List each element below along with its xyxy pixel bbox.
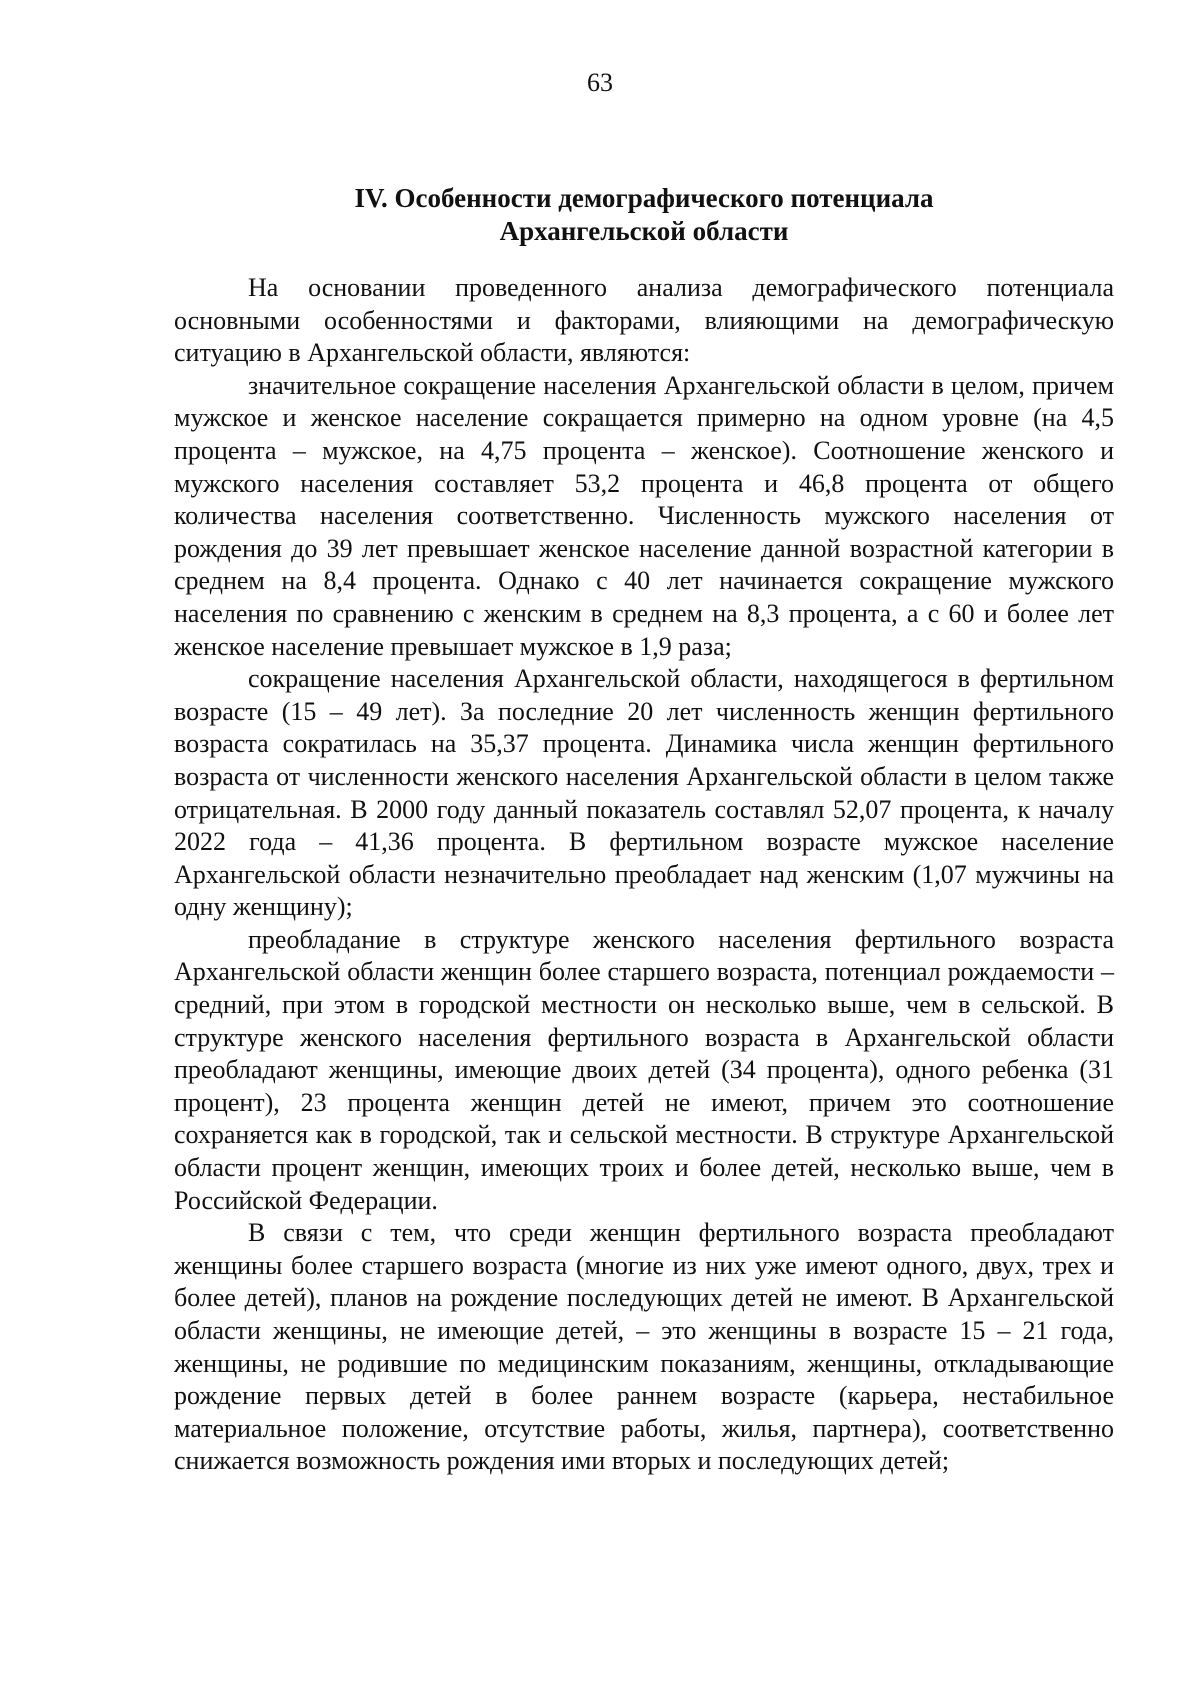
paragraph-female-structure: преобладание в структуре женского населения фертильного возраста Архангельской области женщин более старшего возраста, потенциал рождаемости – средний, при этом в городской местности он несколько выше, чем в сельской. В структуре женского населения фертильного возраста в Архангельской области преобладают женщины, имеющие двоих детей (34 процента), одного ребенка (31 процент), 23 процента женщин детей не имеют, причем это соотношение сохраняется как в городской, так и сельской местности. В структуре Архангельской области процент женщин, имеющих троих и более детей, несколько выше, чем в Российской Федерации. [174, 924, 1114, 1215]
paragraph-population-decline: значительное сокращение населения Архангельской области в целом, причем мужское и женское население сокращается примерно на одном уровне (на 4,5 процента – мужское, на 4,75 процента – женское). Соотношение женского и мужского населения составляет 53,2 процента и 46,8 процента от общего количества населения соответственно. Численность мужского населения от рождения до 39 лет превышает женское население данной возрастной категории в среднем на 8,4 процента. Однако с 40 лет начинается сокращение мужского населения по сравнению с женским в среднем на 8,3 процента, а с 60 и более лет женское население превышает мужское в 1,9 раза; [174, 370, 1114, 661]
body-text [174, 272, 1114, 1478]
section-heading [174, 182, 1114, 248]
paragraph-intro: На основании проведенного анализа демографического потенциала основными особенностями и факторами, влияющими на демографическую ситуацию в Архангельской области, являются: [174, 273, 1114, 368]
page-number: 63 [587, 68, 613, 97]
paragraph-birth-plans: В связи с тем, что среди женщин фертильного возраста преобладают женщины более старшего возраста (многие из них уже имеют одного, двух, трех и более детей), планов на рождение последующих детей не имеют. В Архангельской области женщины, не имеющие детей, – это женщины в возрасте 15 – 21 года, женщины, не родившие по медицинским показаниям, женщины, откладывающие рождение первых детей в более раннем возрасте (карьера, нестабильное материальное положение, отсутствие работы, жилья, партнера), соответственно снижается возможность рождения ими вторых и последующих детей; [174, 1218, 1114, 1476]
section-heading-line-1: IV. Особенности демографического потенциала [354, 183, 934, 213]
paragraph-fertile-age-decline: сокращение населения Архангельской области, находящегося в фертильном возрасте (15 – 49 лет). За последние 20 лет численность женщин фертильного возраста сократилась на 35,37 процента. Динамика числа женщин фертильного возраста от численности женского населения Архангельской области в целом также отрицательная. В 2000 году данный показатель составлял 52,07 процента, к началу 2022 года – 41,36 процента. В фертильном возрасте мужское население Архангельской области незначительно преобладает над женским (1,07 мужчины на одну женщину); [174, 664, 1114, 922]
section-heading-line-2: Архангельской области [499, 216, 789, 246]
